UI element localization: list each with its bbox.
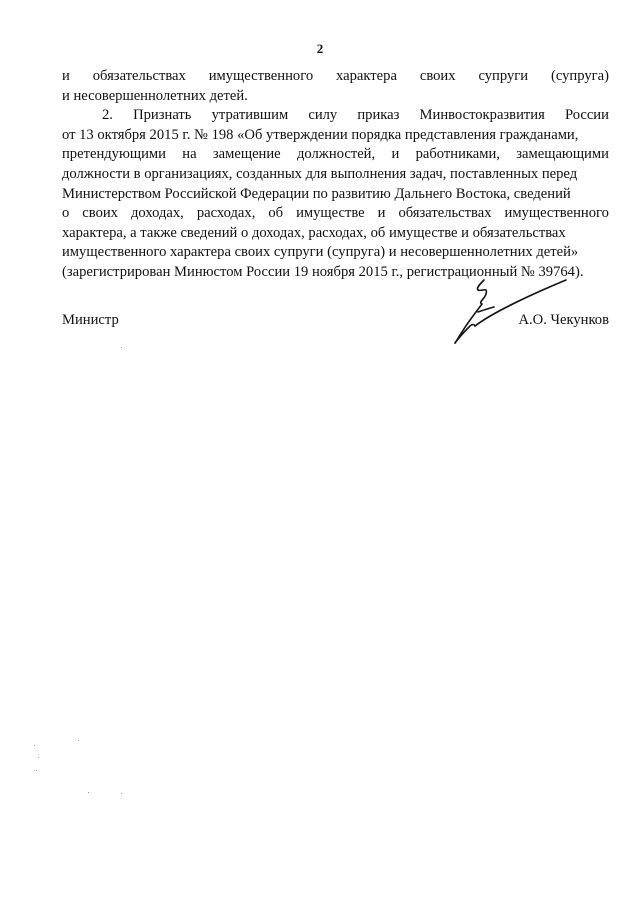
- word: и: [391, 146, 400, 163]
- scan-speck: [34, 745, 35, 746]
- handwritten-signature: [448, 270, 568, 350]
- scan-speck: [38, 757, 39, 758]
- scan-speck: [121, 347, 122, 348]
- paragraph2-line3: [62, 145, 609, 165]
- paragraph2-line8: имущественного характера своих супруги (супруга) и несовершеннолетних детей»: [62, 244, 579, 261]
- word: обязательствах: [92, 68, 186, 84]
- signature-block: [62, 312, 609, 336]
- word: России: [564, 107, 609, 124]
- word: утратившим: [211, 107, 289, 124]
- document-body: [62, 67, 609, 283]
- word: доходах,: [130, 205, 184, 222]
- word: Признать: [133, 107, 192, 124]
- signer-role: Министр: [62, 312, 119, 328]
- word: и: [62, 68, 70, 84]
- word: расходах,: [196, 205, 256, 222]
- paragraph1-line1: [62, 67, 609, 87]
- paragraph2-line7: характера, а также сведений о доходах, расходах, об имуществе и обязательствах: [62, 224, 566, 241]
- scan-speck: [121, 793, 122, 794]
- word: о: [62, 205, 70, 222]
- paragraph2-line5: Министерством Российской Федерации по развитию Дальнего Востока, сведений: [62, 185, 571, 202]
- word: обязательствах: [398, 205, 492, 222]
- word: своих: [82, 205, 118, 222]
- word: на: [182, 146, 197, 163]
- word: (супруга): [550, 68, 609, 84]
- word: замещение: [212, 146, 281, 163]
- paragraph2-line9: (зарегистрирован Минюстом России 19 ноября 2015 г., регистрационный № 39764).: [62, 263, 584, 280]
- paragraph2-line6: [62, 204, 609, 224]
- word: замещающими: [516, 146, 609, 163]
- signer-name: А.О. Чекунков: [518, 312, 609, 328]
- word: Минвостокразвития: [419, 107, 545, 124]
- word: приказ: [357, 107, 400, 124]
- paragraph2-line4: должности в организациях, созданных для выполнения задач, поставленных перед: [62, 165, 578, 182]
- paragraph1-line2: и несовершеннолетних детей.: [62, 87, 248, 104]
- word: супруги: [478, 68, 529, 84]
- word: об: [268, 205, 284, 222]
- paragraph2-line1: [62, 106, 609, 126]
- word: своих: [419, 68, 456, 84]
- word: имуществе: [296, 205, 365, 222]
- scan-speck: [36, 770, 37, 771]
- word: работниками,: [415, 146, 500, 163]
- scan-speck: [78, 740, 79, 741]
- word: должностей,: [296, 146, 376, 163]
- word: претендующими: [62, 146, 166, 163]
- paragraph2-line2: от 13 октября 2015 г. № 198 «Об утверждении порядка представления гражданами,: [62, 126, 579, 143]
- scan-speck: [88, 792, 89, 793]
- word: характера: [336, 68, 397, 84]
- word: и: [377, 205, 386, 222]
- page-number: 2: [316, 41, 324, 56]
- word: имущественного: [504, 205, 609, 222]
- word: силу: [308, 107, 338, 124]
- word: имущественного: [208, 68, 314, 84]
- item-number: 2.: [102, 107, 113, 124]
